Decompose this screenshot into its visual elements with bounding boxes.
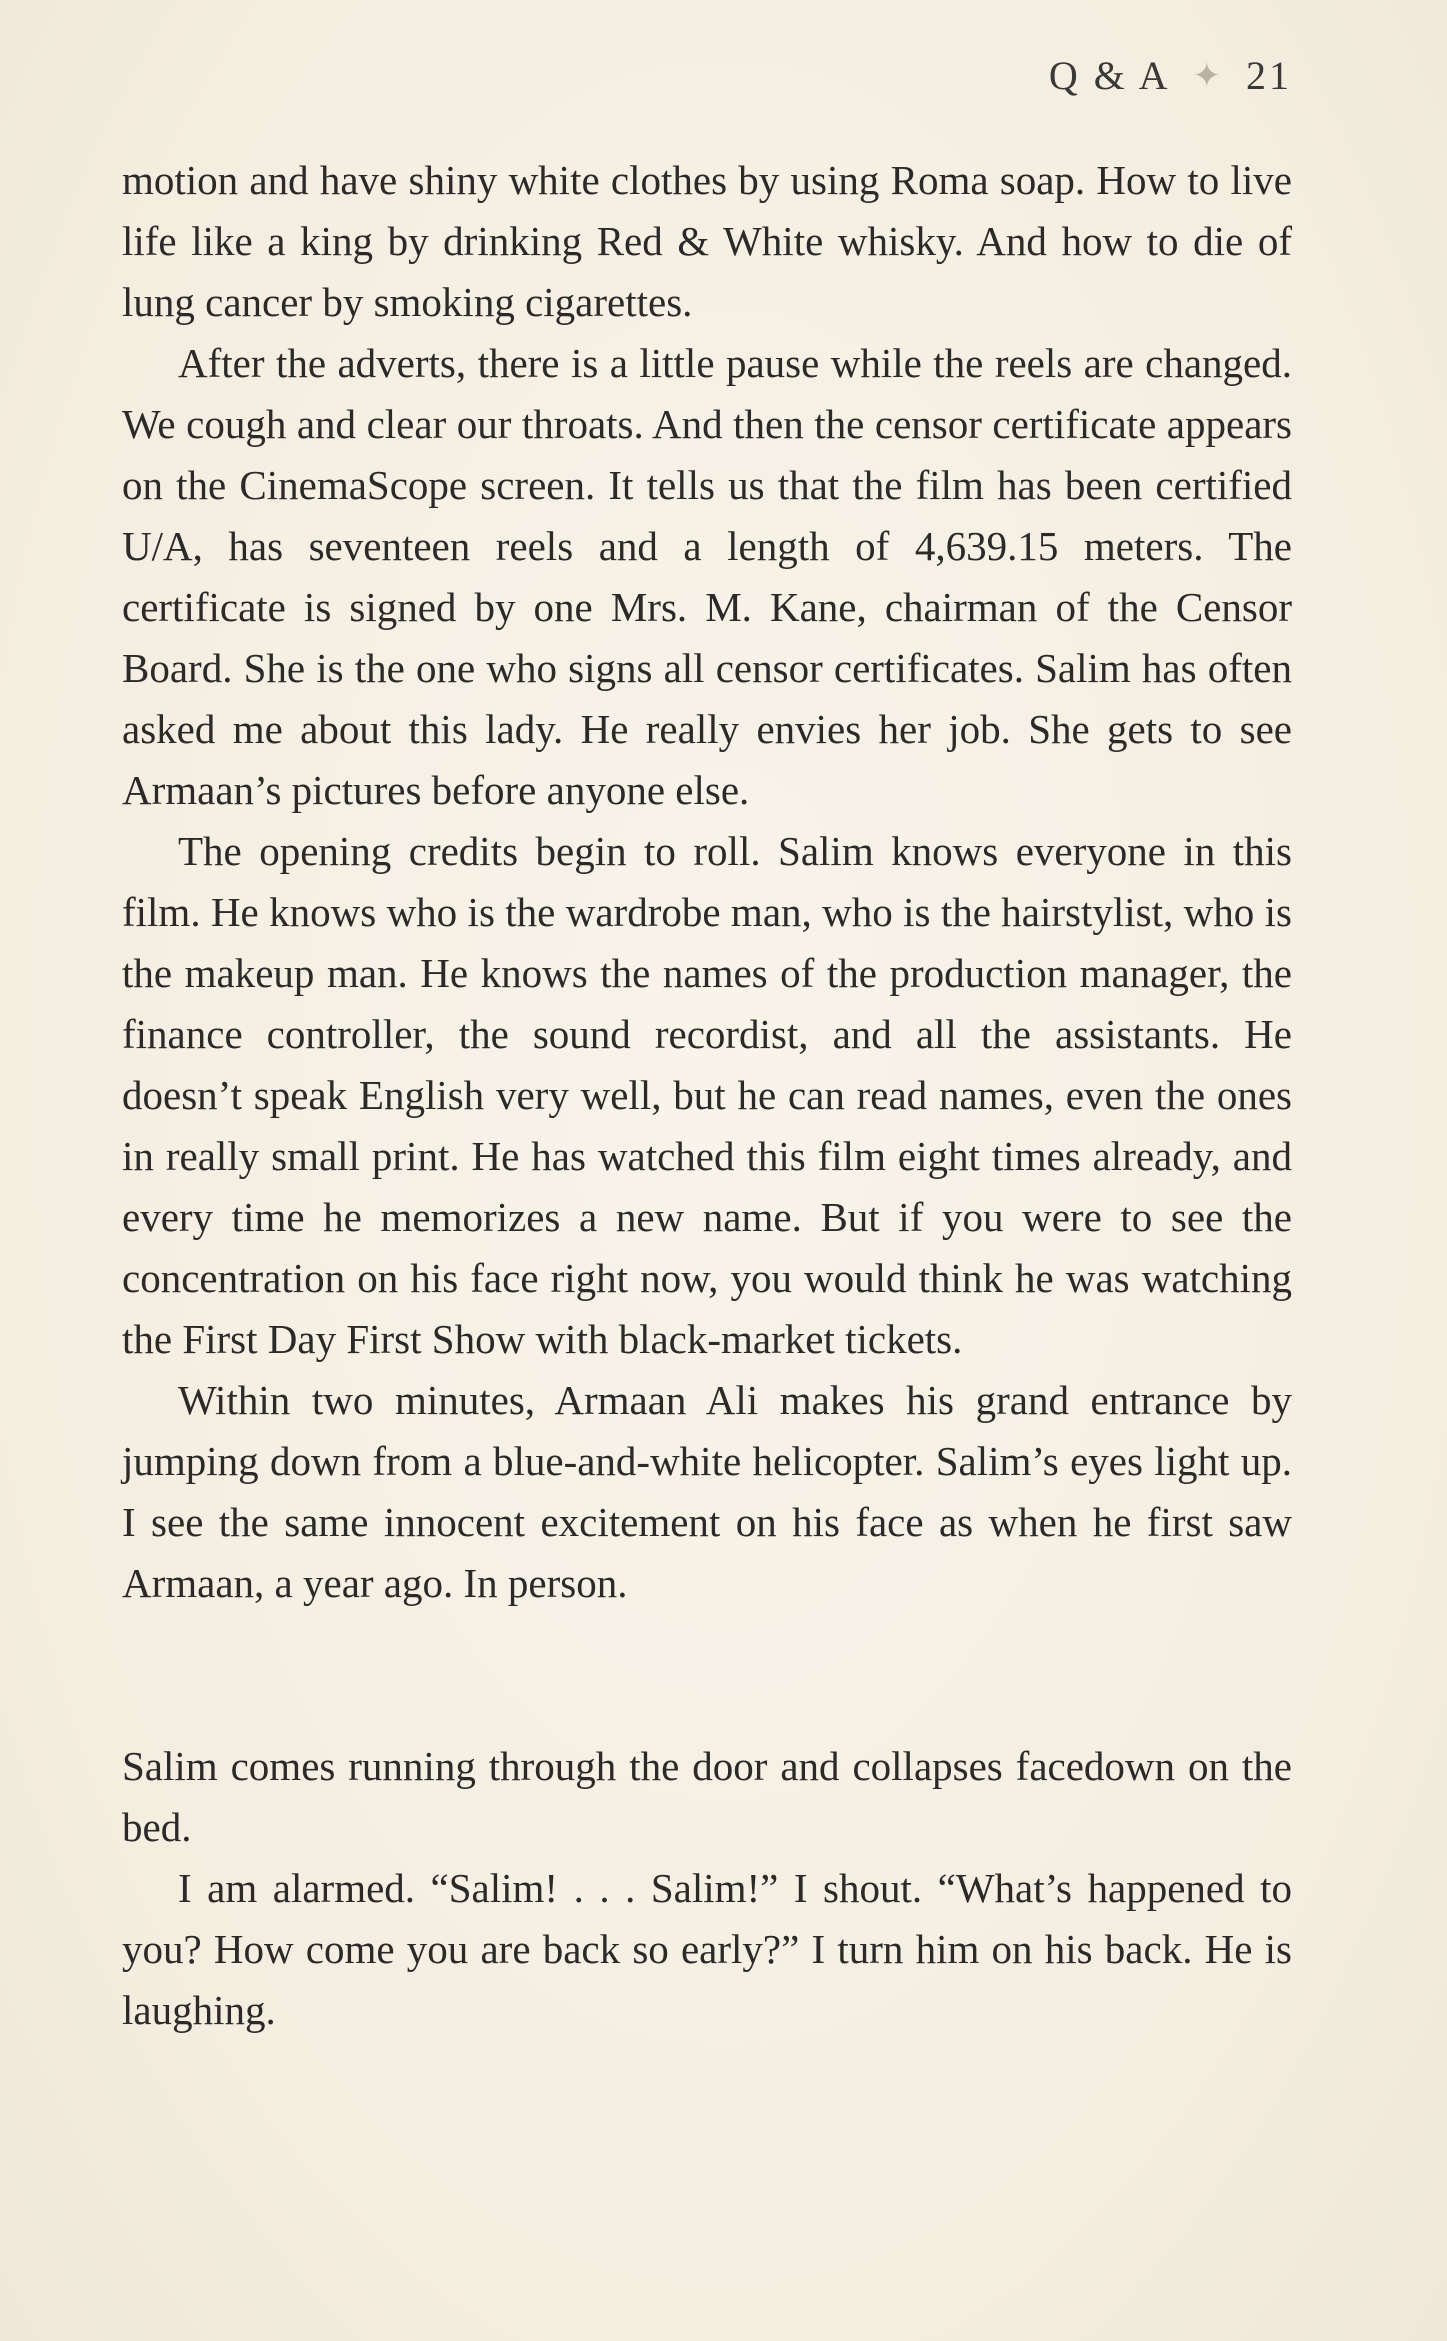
paragraph: The opening credits begin to roll. Salim knows everyone in this film. He knows who is the wardrobe man, who is the hairstylist, who is the makeup man. He knows the names of the production manager, the finance controller, the sound recordist, and all the assistants. He doesn’t speak English very well, but he can read names, even the ones in really small print. He has watched this film eight times already, and every time he memorizes a new name. But if you were to see the concentration on his face right now, you would think he was watching the First Day First Show with black-market tickets. xyxy=(122,828,1292,1362)
paragraph: Within two minutes, Armaan Ali makes his grand entrance by jumping down from a blue-and-white helicopter. Salim’s eyes light up. I see the same innocent excitement on his face as when he first saw Armaan, a year ago. In person. xyxy=(122,1377,1292,1606)
running-head xyxy=(1049,52,1292,99)
paragraph: Salim comes running through the door and collapses facedown on the bed. xyxy=(122,1743,1292,1850)
section-break xyxy=(122,1614,1292,1736)
page-number: 21 xyxy=(1246,53,1292,98)
ornament-icon: ✦ xyxy=(1192,57,1224,95)
paragraph: motion and have shiny white clothes by using Roma soap. How to live life like a king by drinking Red & White whisky. And how to die of lung cancer by smoking cigarettes. xyxy=(122,157,1292,325)
body-text xyxy=(122,150,1292,2041)
paragraph: After the adverts, there is a little pause while the reels are changed. We cough and clear our throats. And then the censor certificate appears on the CinemaScope screen. It tells us that the film has been certified U/A, has seventeen reels and a length of 4,639.15 meters. The certificate is signed by one Mrs. M. Kane, chairman of the Censor Board. She is the one who signs all censor certificates. Salim has often asked me about this lady. He really envies her job. She gets to see Armaan’s pictures before anyone else. xyxy=(122,340,1292,813)
paragraph: I am alarmed. “Salim! . . . Salim!” I shout. “What’s happened to you? How come you are back so early?” I turn him on his back. He is laughing. xyxy=(122,1865,1292,2033)
book-title: Q & A xyxy=(1048,53,1171,98)
